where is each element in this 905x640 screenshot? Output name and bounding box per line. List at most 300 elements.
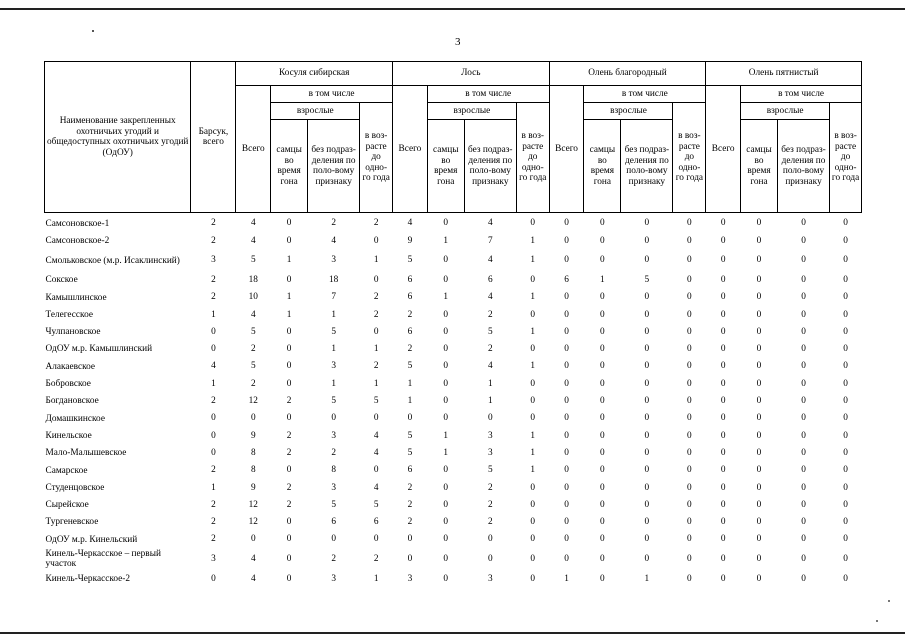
value-cell: 2 [407, 344, 413, 355]
value-cell: 0 [600, 255, 605, 266]
value-cell: 2 [286, 482, 292, 493]
value-cell: 0 [600, 218, 605, 229]
row-name-cell: Чулпановское [45, 327, 101, 338]
value-cell: 4 [331, 235, 336, 246]
value-cell: 0 [600, 413, 605, 424]
value-cell: 0 [720, 274, 726, 285]
value-cell: 0 [443, 482, 449, 493]
value-cell: 0 [756, 361, 762, 372]
value-cell: 0 [720, 326, 726, 337]
value-cell: 6 [564, 274, 569, 285]
row-name-cell: Смольковское (м.р. Исаклинский) [45, 255, 180, 266]
table-row [45, 289, 862, 306]
value-cell: 0 [443, 413, 449, 424]
value-cell: 2 [331, 554, 336, 565]
value-cell: 0 [564, 218, 569, 229]
value-cell: 0 [530, 274, 536, 285]
value-cell: 0 [600, 292, 605, 303]
value-cell: 0 [756, 482, 762, 493]
value-cell: 1 [373, 573, 379, 584]
value-cell: 0 [720, 465, 726, 476]
value-cell: 0 [644, 430, 650, 441]
value-cell: 2 [286, 430, 292, 441]
value-cell: 2 [211, 534, 216, 545]
header-males-rut: самцы во время гона [584, 120, 621, 213]
value-cell: 0 [720, 218, 726, 229]
value-cell: 0 [286, 465, 292, 476]
value-cell: 0 [443, 573, 449, 584]
value-cell: 3 [487, 573, 493, 584]
table-row [45, 358, 862, 375]
header-no-sex-division: без подраз-деления по поло-вому признаку [464, 120, 516, 213]
header-total: Всего [236, 86, 271, 213]
value-cell: 6 [407, 292, 413, 303]
value-cell: 1 [530, 326, 536, 337]
value-cell: 2 [373, 292, 379, 303]
scan-speck [92, 30, 94, 32]
header-no-sex-division: без подраз-деления по поло-вому признаку [308, 120, 360, 213]
value-cell: 12 [248, 396, 258, 407]
value-cell: 0 [286, 554, 292, 565]
value-cell: 0 [600, 396, 605, 407]
value-cell: 1 [373, 344, 379, 355]
hunting-census-table [44, 61, 862, 588]
header-species-moose: Лось [393, 62, 550, 86]
header-badger-column: Барсук, всего [191, 62, 236, 213]
header-adults: взрослые [271, 103, 360, 120]
header-adults: взрослые [741, 103, 830, 120]
value-cell: 0 [801, 430, 806, 441]
value-cell: 2 [211, 235, 216, 246]
value-cell: 0 [843, 465, 848, 476]
value-cell: 0 [530, 309, 536, 320]
value-cell: 1 [373, 255, 379, 266]
value-cell: 8 [250, 447, 256, 458]
value-cell: 5 [250, 255, 256, 266]
value-cell: 1 [211, 309, 216, 320]
header-under-one-year: в воз-расте до одно-го года [830, 103, 862, 213]
value-cell: 0 [687, 361, 692, 372]
value-cell: 0 [530, 517, 536, 528]
value-cell: 0 [756, 447, 762, 458]
value-cell: 5 [331, 326, 336, 337]
value-cell: 0 [756, 326, 762, 337]
value-cell: 1 [407, 396, 413, 407]
value-cell: 2 [211, 499, 216, 510]
bottom-rule [0, 632, 905, 634]
value-cell: 9 [407, 235, 413, 246]
value-cell: 0 [801, 573, 806, 584]
header-including: в том числе [741, 86, 862, 103]
value-cell: 0 [843, 344, 848, 355]
value-cell: 0 [530, 534, 536, 545]
value-cell: 1 [331, 344, 336, 355]
value-cell: 0 [687, 396, 692, 407]
value-cell: 0 [286, 218, 292, 229]
value-cell: 0 [687, 573, 692, 584]
value-cell: 1 [443, 292, 449, 303]
value-cell: 0 [756, 534, 762, 545]
row-name-cell: Алакаевское [45, 361, 96, 372]
value-cell: 0 [720, 517, 726, 528]
value-cell: 0 [720, 344, 726, 355]
value-cell: 0 [843, 218, 848, 229]
table-row [45, 375, 862, 392]
value-cell: 0 [720, 396, 726, 407]
header-adults: взрослые [427, 103, 516, 120]
value-cell: 0 [756, 292, 762, 303]
value-cell: 0 [530, 396, 536, 407]
value-cell: 1 [211, 378, 216, 389]
value-cell: 2 [211, 517, 216, 528]
header-including: в том числе [271, 86, 393, 103]
value-cell: 0 [756, 413, 762, 424]
header-males-rut: самцы во время гона [741, 120, 778, 213]
value-cell: 3 [331, 430, 336, 441]
value-cell: 0 [843, 430, 848, 441]
value-cell: 5 [644, 274, 650, 285]
value-cell: 0 [407, 413, 413, 424]
value-cell: 0 [687, 218, 692, 229]
value-cell: 0 [600, 465, 605, 476]
value-cell: 0 [373, 274, 379, 285]
value-cell: 0 [600, 573, 605, 584]
value-cell: 0 [801, 218, 806, 229]
value-cell: 7 [487, 235, 493, 246]
value-cell: 3 [487, 430, 493, 441]
header-under-one-year: в воз-расте до одно-го года [360, 103, 393, 213]
value-cell: 0 [564, 430, 569, 441]
value-cell: 0 [443, 554, 449, 565]
row-name-cell: Сырейское [45, 500, 89, 511]
value-cell: 0 [843, 274, 848, 285]
row-name-cell: ОдОУ м.р. Кинельский [45, 534, 138, 545]
value-cell: 0 [687, 447, 692, 458]
value-cell: 4 [211, 361, 216, 372]
value-cell: 0 [564, 378, 569, 389]
value-cell: 2 [331, 447, 336, 458]
value-cell: 0 [687, 554, 692, 565]
value-cell: 3 [211, 554, 216, 565]
value-cell: 0 [644, 482, 650, 493]
value-cell: 12 [248, 517, 258, 528]
value-cell: 4 [487, 255, 493, 266]
value-cell: 0 [564, 235, 569, 246]
value-cell: 0 [687, 378, 692, 389]
top-rule [0, 8, 905, 10]
value-cell: 0 [644, 326, 650, 337]
value-cell: 0 [756, 573, 762, 584]
value-cell: 0 [530, 573, 536, 584]
value-cell: 0 [801, 292, 806, 303]
value-cell: 4 [250, 309, 256, 320]
value-cell: 0 [564, 361, 569, 372]
value-cell: 0 [644, 218, 650, 229]
value-cell: 0 [720, 235, 726, 246]
value-cell: 0 [801, 554, 806, 565]
value-cell: 0 [211, 413, 216, 424]
value-cell: 0 [756, 517, 762, 528]
value-cell: 0 [487, 554, 493, 565]
value-cell: 0 [644, 309, 650, 320]
value-cell: 0 [756, 465, 762, 476]
value-cell: 7 [331, 292, 336, 303]
value-cell: 12 [248, 499, 258, 510]
value-cell: 0 [286, 326, 292, 337]
value-cell: 0 [600, 534, 605, 545]
value-cell: 4 [407, 218, 413, 229]
value-cell: 1 [530, 292, 536, 303]
value-cell: 0 [373, 534, 379, 545]
value-cell: 0 [600, 235, 605, 246]
value-cell: 1 [530, 361, 536, 372]
value-cell: 0 [373, 235, 379, 246]
value-cell: 3 [331, 361, 336, 372]
value-cell: 0 [720, 255, 726, 266]
value-cell: 0 [564, 482, 569, 493]
value-cell: 0 [756, 235, 762, 246]
value-cell: 0 [644, 465, 650, 476]
value-cell: 2 [286, 499, 292, 510]
value-cell: 0 [373, 326, 379, 337]
value-cell: 3 [331, 573, 336, 584]
value-cell: 0 [720, 554, 726, 565]
value-cell: 0 [843, 447, 848, 458]
value-cell: 0 [720, 482, 726, 493]
table-row [45, 531, 862, 548]
value-cell: 4 [250, 554, 256, 565]
value-cell: 0 [756, 218, 762, 229]
header-name-column: Наименование закрепленных охотничьих угодий и общедоступных охотничьих угодий (ОдОУ) [45, 62, 191, 213]
value-cell: 1 [530, 255, 536, 266]
value-cell: 1 [407, 378, 413, 389]
value-cell: 4 [487, 361, 493, 372]
value-cell: 1 [600, 274, 605, 285]
header-total: Всего [706, 86, 741, 213]
value-cell: 0 [564, 554, 569, 565]
value-cell: 6 [487, 274, 493, 285]
value-cell: 0 [801, 396, 806, 407]
value-cell: 0 [600, 554, 605, 565]
value-cell: 0 [600, 378, 605, 389]
value-cell: 0 [843, 413, 848, 424]
value-cell: 2 [373, 218, 379, 229]
value-cell: 1 [530, 235, 536, 246]
value-cell: 0 [564, 255, 569, 266]
value-cell: 0 [801, 255, 806, 266]
value-cell: 1 [373, 378, 379, 389]
value-cell: 0 [720, 292, 726, 303]
value-cell: 4 [487, 292, 493, 303]
value-cell: 0 [443, 534, 449, 545]
value-cell: 0 [443, 517, 449, 528]
value-cell: 0 [211, 430, 216, 441]
scan-speck [876, 620, 878, 622]
value-cell: 0 [211, 447, 216, 458]
table-row [45, 213, 862, 233]
value-cell: 5 [407, 430, 413, 441]
value-cell: 2 [211, 218, 216, 229]
value-cell: 0 [801, 326, 806, 337]
value-cell: 2 [407, 517, 413, 528]
value-cell: 1 [286, 309, 292, 320]
header-total: Всего [393, 86, 428, 213]
value-cell: 2 [250, 344, 256, 355]
header-species-sika-deer: Олень пятнистый [706, 62, 862, 86]
value-cell: 2 [487, 517, 493, 528]
value-cell: 0 [211, 344, 216, 355]
value-cell: 2 [487, 309, 493, 320]
value-cell: 0 [564, 447, 569, 458]
value-cell: 5 [407, 255, 413, 266]
value-cell: 0 [211, 573, 216, 584]
value-cell: 0 [843, 326, 848, 337]
value-cell: 1 [530, 465, 536, 476]
value-cell: 0 [564, 326, 569, 337]
header-including: в том числе [427, 86, 549, 103]
value-cell: 0 [331, 413, 336, 424]
value-cell: 0 [644, 413, 650, 424]
value-cell: 0 [687, 274, 692, 285]
value-cell: 0 [801, 274, 806, 285]
value-cell: 5 [407, 361, 413, 372]
value-cell: 1 [331, 378, 336, 389]
value-cell: 8 [250, 465, 256, 476]
value-cell: 0 [286, 361, 292, 372]
value-cell: 0 [687, 413, 692, 424]
value-cell: 0 [373, 465, 379, 476]
value-cell: 4 [250, 235, 256, 246]
value-cell: 0 [756, 396, 762, 407]
value-cell: 0 [487, 413, 493, 424]
value-cell: 0 [687, 482, 692, 493]
row-name-cell: Самарское [45, 465, 88, 476]
value-cell: 0 [600, 309, 605, 320]
value-cell: 0 [564, 309, 569, 320]
value-cell: 0 [286, 413, 292, 424]
value-cell: 2 [373, 554, 379, 565]
value-cell: 0 [843, 361, 848, 372]
value-cell: 0 [843, 235, 848, 246]
value-cell: 0 [443, 326, 449, 337]
value-cell: 0 [530, 344, 536, 355]
value-cell: 2 [211, 396, 216, 407]
value-cell: 0 [801, 235, 806, 246]
header-adults: взрослые [584, 103, 673, 120]
value-cell: 0 [843, 309, 848, 320]
value-cell: 0 [687, 326, 692, 337]
value-cell: 0 [756, 255, 762, 266]
value-cell: 9 [250, 482, 256, 493]
value-cell: 0 [600, 517, 605, 528]
table-row [45, 445, 862, 462]
value-cell: 1 [487, 378, 493, 389]
header-males-rut: самцы во время гона [271, 120, 308, 213]
value-cell: 0 [644, 361, 650, 372]
value-cell: 0 [801, 378, 806, 389]
value-cell: 5 [487, 326, 493, 337]
value-cell: 0 [564, 499, 569, 510]
value-cell: 0 [720, 309, 726, 320]
value-cell: 0 [443, 361, 449, 372]
row-name-cell: Студенцовское [45, 482, 105, 493]
value-cell: 0 [801, 361, 806, 372]
value-cell: 0 [600, 447, 605, 458]
value-cell: 0 [644, 534, 650, 545]
value-cell: 1 [530, 447, 536, 458]
table-row [45, 250, 862, 272]
value-cell: 1 [487, 396, 493, 407]
table-row [45, 570, 862, 587]
value-cell: 0 [843, 534, 848, 545]
value-cell: 0 [600, 482, 605, 493]
table-row [45, 341, 862, 358]
value-cell: 0 [600, 344, 605, 355]
value-cell: 0 [644, 292, 650, 303]
value-cell: 1 [443, 447, 449, 458]
value-cell: 0 [720, 430, 726, 441]
table-row [45, 393, 862, 410]
value-cell: 5 [373, 396, 379, 407]
value-cell: 0 [373, 413, 379, 424]
table-row [45, 479, 862, 496]
header-including: в том числе [584, 86, 706, 103]
value-cell: 6 [373, 517, 379, 528]
value-cell: 0 [530, 499, 536, 510]
value-cell: 0 [687, 235, 692, 246]
row-name-cell: Бобровское [45, 379, 91, 390]
value-cell: 0 [600, 326, 605, 337]
value-cell: 3 [331, 482, 336, 493]
value-cell: 0 [756, 430, 762, 441]
value-cell: 0 [443, 396, 449, 407]
value-cell: 0 [687, 344, 692, 355]
header-species-red-deer: Олень благородный [549, 62, 706, 86]
value-cell: 4 [250, 573, 256, 584]
value-cell: 3 [331, 255, 336, 266]
value-cell: 0 [756, 274, 762, 285]
value-cell: 4 [487, 218, 493, 229]
value-cell: 2 [487, 482, 493, 493]
value-cell: 0 [530, 413, 536, 424]
table-body [45, 213, 862, 588]
row-name-cell: Самсоновское-1 [45, 218, 110, 229]
table-row [45, 410, 862, 427]
value-cell: 0 [801, 344, 806, 355]
value-cell: 0 [801, 447, 806, 458]
value-cell: 0 [286, 517, 292, 528]
value-cell: 1 [564, 573, 569, 584]
table-row [45, 496, 862, 513]
value-cell: 2 [487, 499, 493, 510]
value-cell: 10 [248, 292, 258, 303]
value-cell: 2 [211, 274, 216, 285]
value-cell: 2 [407, 499, 413, 510]
value-cell: 4 [250, 218, 256, 229]
value-cell: 0 [687, 292, 692, 303]
value-cell: 0 [843, 482, 848, 493]
value-cell: 0 [600, 361, 605, 372]
row-name-cell: Самсоновское-2 [45, 235, 110, 246]
header-no-sex-division: без подраз-деления по поло-вому признаку [777, 120, 829, 213]
value-cell: 5 [250, 361, 256, 372]
value-cell: 5 [250, 326, 256, 337]
value-cell: 0 [801, 517, 806, 528]
value-cell: 18 [248, 274, 258, 285]
value-cell: 0 [644, 396, 650, 407]
header-total: Всего [549, 86, 584, 213]
value-cell: 0 [843, 378, 848, 389]
